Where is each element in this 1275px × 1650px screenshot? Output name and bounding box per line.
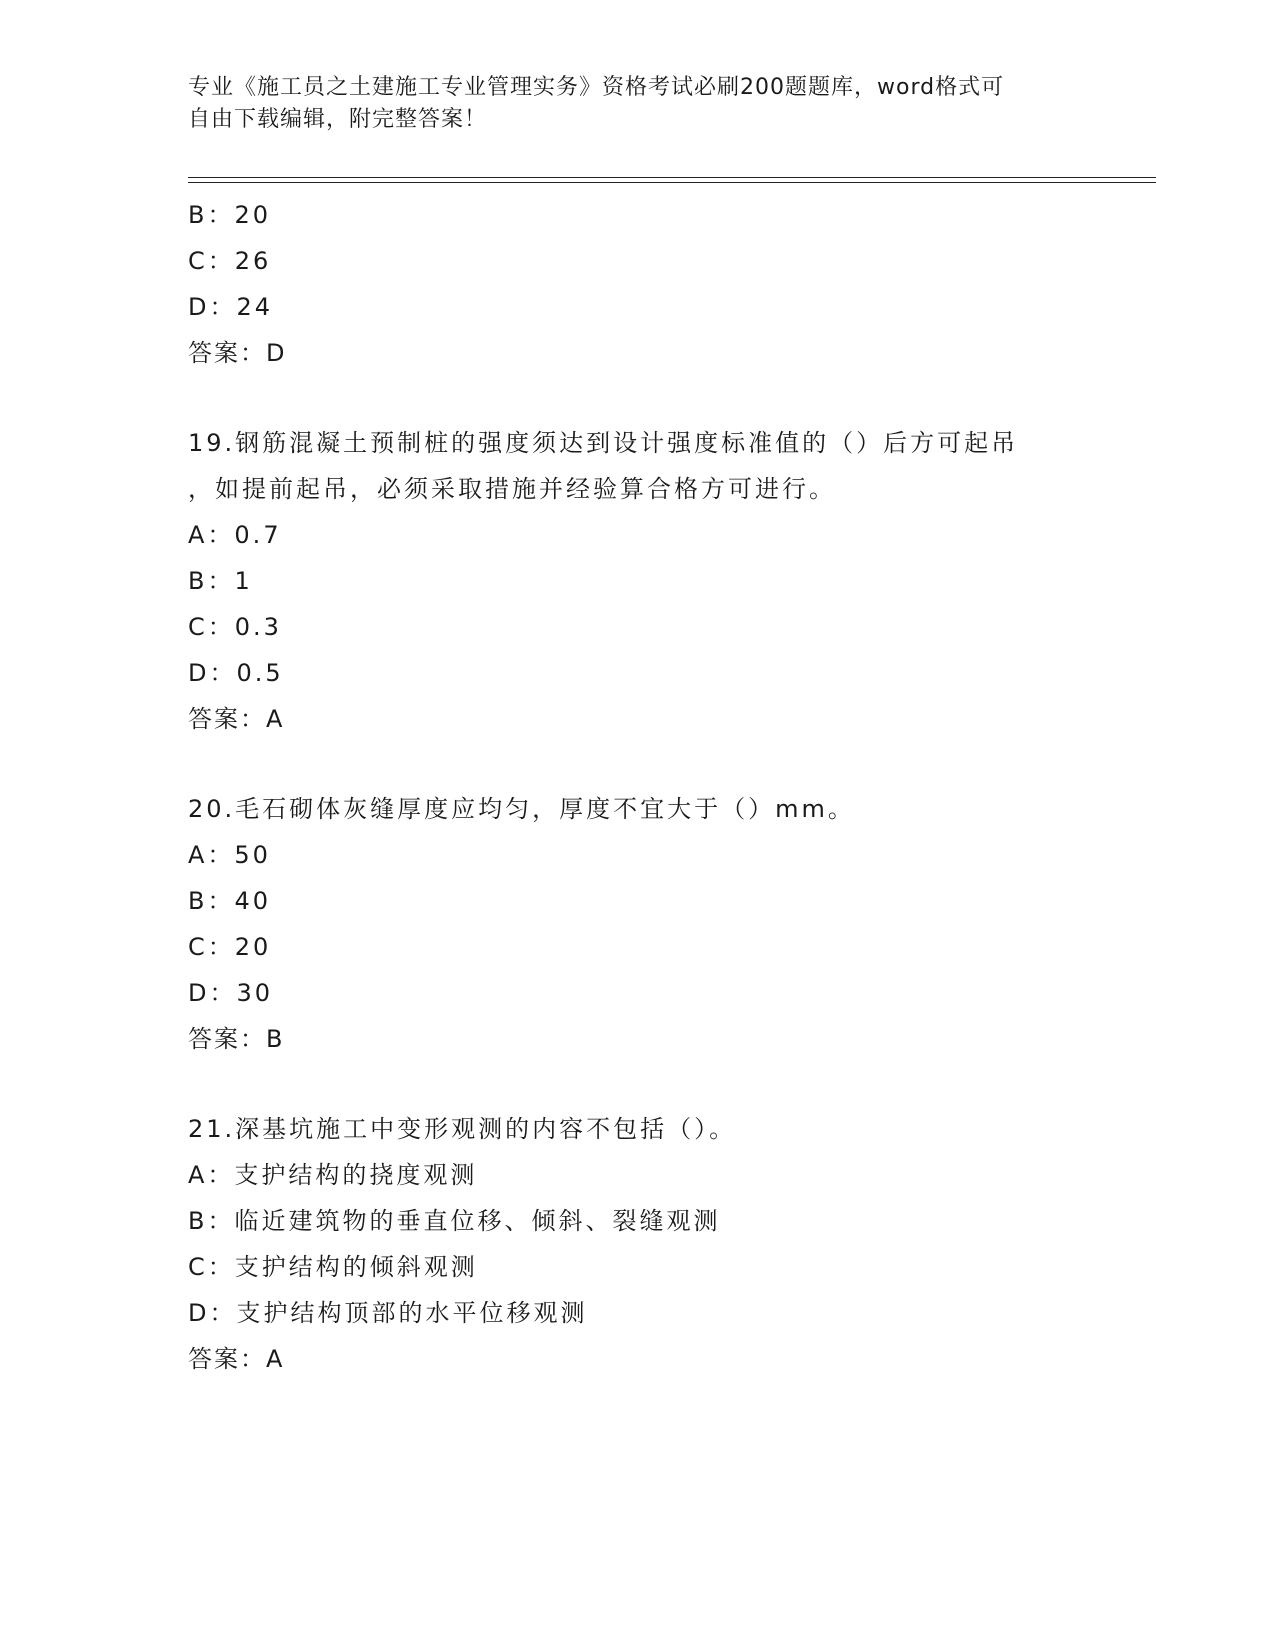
question-block-18 [188, 192, 1148, 376]
option-c: C：支护结构的倾斜观测 [188, 1253, 478, 1281]
answer-line: 答案：A [188, 1345, 285, 1373]
header-divider-top [188, 177, 1156, 178]
question-block-20 [188, 786, 1148, 1062]
option-a: A：0.7 [188, 521, 282, 549]
option-c: C：26 [188, 247, 272, 275]
spacer [188, 376, 1148, 420]
question-stem: 19.钢筋混凝土预制桩的强度须达到设计强度标准值的（）后方可起吊 [188, 429, 1019, 457]
option-d: D：24 [188, 293, 274, 321]
option-a: A：50 [188, 841, 271, 869]
option-b: B：20 [188, 201, 272, 229]
spacer [188, 742, 1148, 786]
header-line-1: 专业《施工员之土建施工专业管理实务》资格考试必刷200题题库，word格式可 [188, 75, 1005, 100]
answer-line: 答案：B [188, 1025, 285, 1053]
option-a: A：支护结构的挠度观测 [188, 1161, 478, 1189]
question-block-21 [188, 1106, 1148, 1382]
answer-line: 答案：D [188, 339, 287, 367]
answer-line: 答案：A [188, 705, 285, 733]
option-c: C：0.3 [188, 613, 282, 641]
option-c: C：20 [188, 933, 272, 961]
question-block-19 [188, 420, 1148, 742]
spacer [188, 1062, 1148, 1106]
option-d: D：30 [188, 979, 274, 1007]
question-stem: 21.深基坑施工中变形观测的内容不包括（）。 [188, 1115, 737, 1143]
option-d: D：0.5 [188, 659, 284, 687]
option-b: B：40 [188, 887, 272, 915]
header-line-2: 自由下载编辑，附完整答案！ [188, 107, 488, 132]
question-list [188, 192, 1148, 1382]
option-b: B：1 [188, 567, 253, 595]
option-d: D：支护结构顶部的水平位移观测 [188, 1299, 588, 1327]
question-stem-continued: ，如提前起吊，必须采取措施并经验算合格方可进行。 [188, 475, 836, 503]
header-divider-bottom [188, 182, 1156, 183]
question-stem: 20.毛石砌体灰缝厚度应均匀，厚度不宜大于（）mm。 [188, 795, 855, 823]
option-b: B：临近建筑物的垂直位移、倾斜、裂缝观测 [188, 1207, 721, 1235]
document-header [188, 72, 1088, 136]
